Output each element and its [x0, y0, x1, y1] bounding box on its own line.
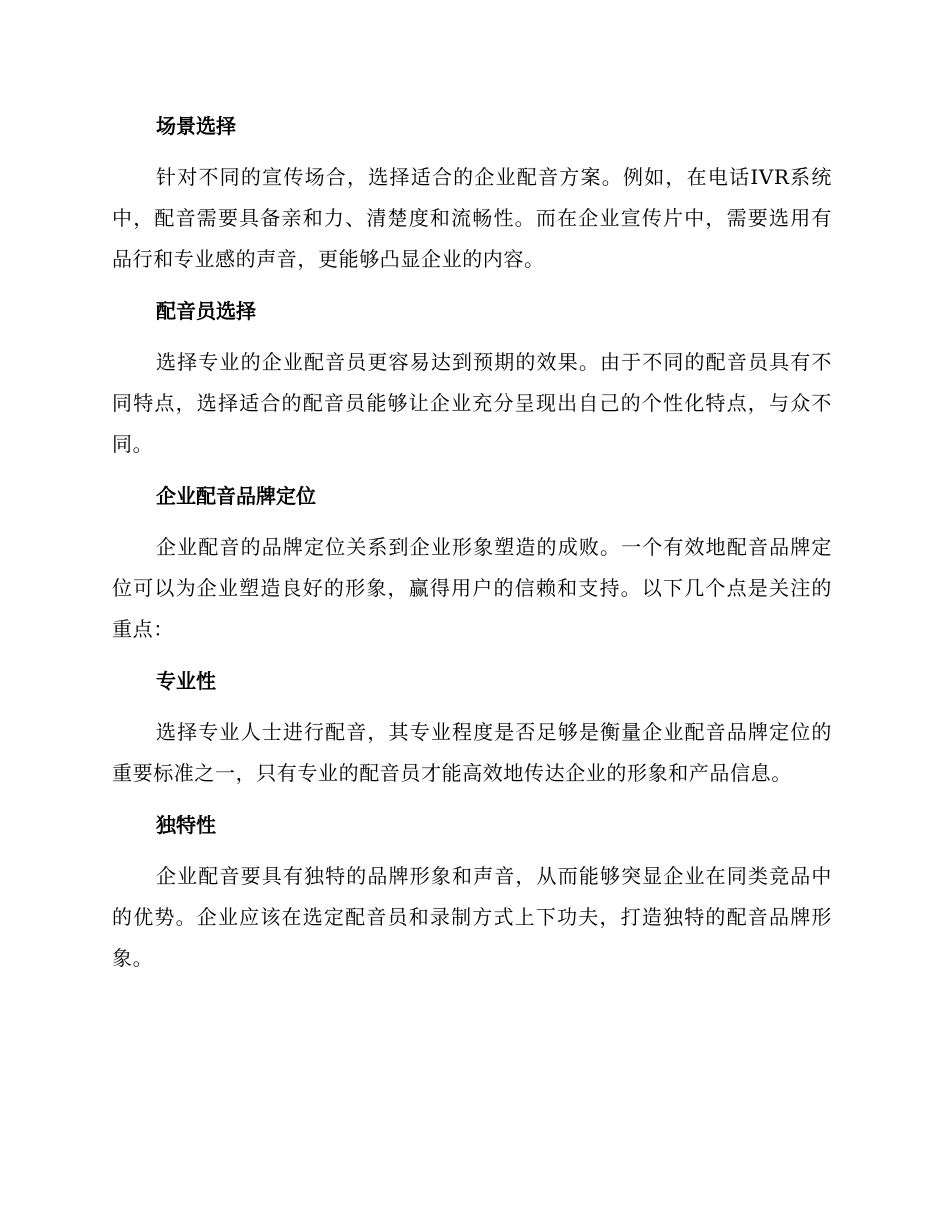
- section-scene-selection: [112, 104, 832, 280]
- document-page: [112, 104, 832, 988]
- section-voice-actor-selection: [112, 289, 832, 465]
- section-paragraph: 企业配音的品牌定位关系到企业形象塑造的成败。一个有效地配音品牌定位可以为企业塑造良好的形象，赢得用户的信赖和支持。以下几个点是关注的重点：: [112, 535, 832, 641]
- section-professionalism: [112, 659, 832, 794]
- section-paragraph: 选择专业的企业配音员更容易达到预期的效果。由于不同的配音员具有不同特点，选择适合的配音员能够让企业充分呈现出自己的个性化特点，与众不同。: [112, 350, 832, 456]
- section-heading: 企业配音品牌定位: [156, 484, 316, 508]
- section-paragraph: 企业配音要具有独特的品牌形象和声音，从而能够突显企业在同类竞品中的优势。企业应该在选定配音员和录制方式上下功夫，打造独特的配音品牌形象。: [112, 864, 832, 970]
- section-paragraph: 选择专业人士进行配音，其专业程度是否足够是衡量企业配音品牌定位的重要标准之一，只有专业的配音员才能高效地传达企业的形象和产品信息。: [112, 720, 832, 785]
- section-heading: 配音员选择: [156, 299, 256, 323]
- section-paragraph: 针对不同的宣传场合，选择适合的企业配音方案。例如，在电话IVR系统中，配音需要具备亲和力、清楚度和流畅性。而在企业宣传片中，需要选用有品行和专业感的声音，更能够凸显企业的内容。: [112, 165, 832, 271]
- section-heading: 场景选择: [156, 114, 236, 138]
- section-heading: 独特性: [156, 813, 216, 837]
- section-uniqueness: [112, 803, 832, 979]
- section-heading: 专业性: [156, 669, 216, 693]
- section-brand-positioning: [112, 474, 832, 650]
